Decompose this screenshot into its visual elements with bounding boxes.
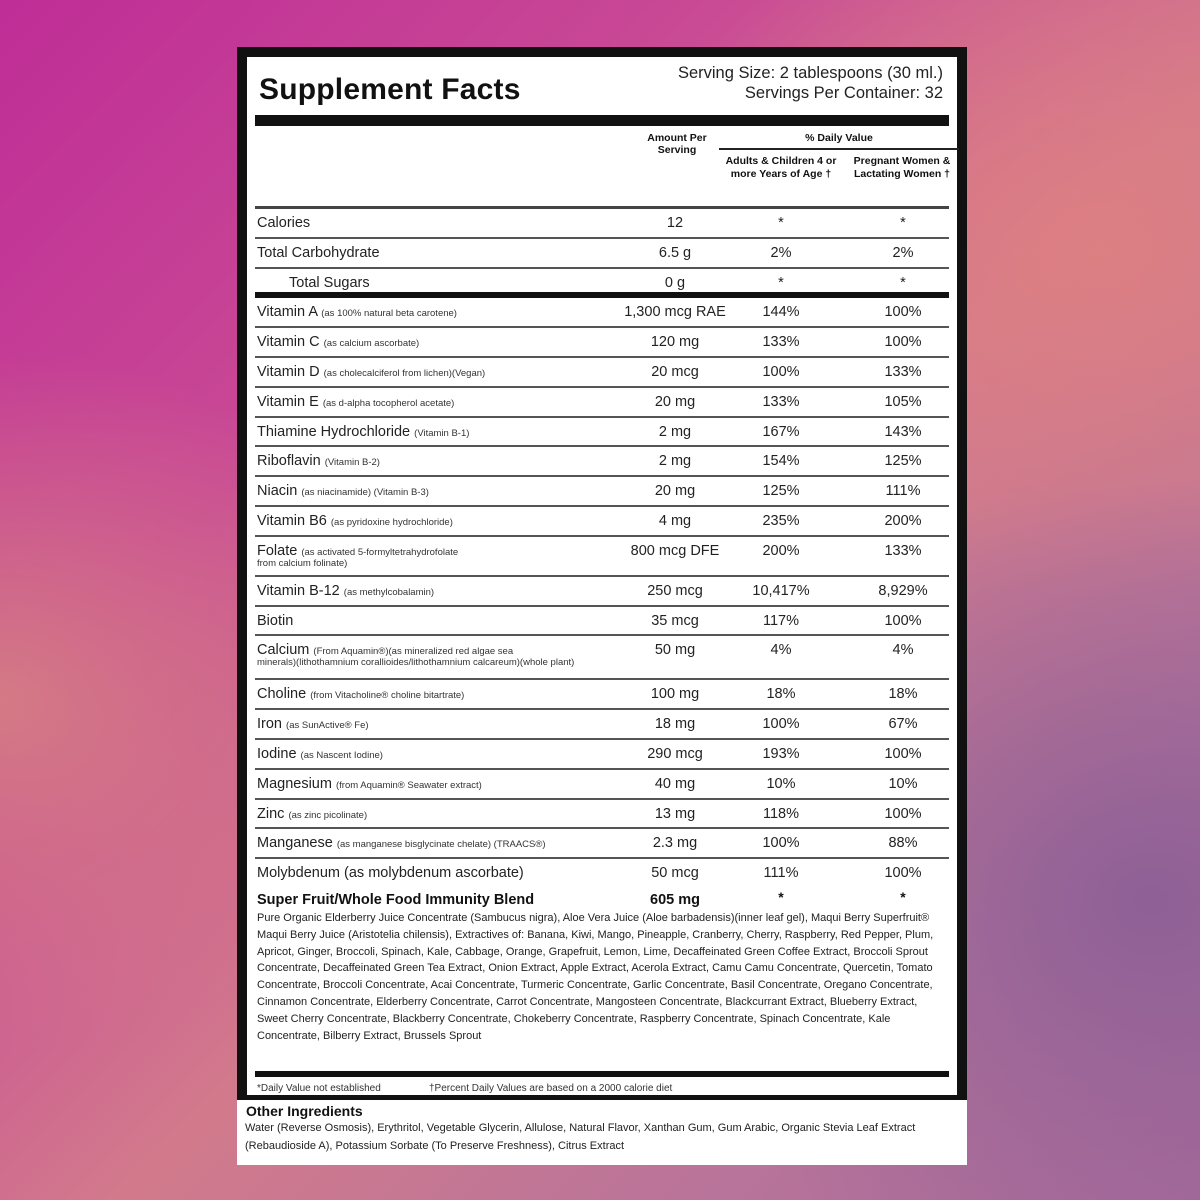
dv-pregnant: 18% xyxy=(888,686,918,703)
nutrient-row xyxy=(255,800,949,830)
nutrient-name xyxy=(257,716,369,732)
pregnant-dv-header: Pregnant Women & Lactating Women † xyxy=(853,155,951,180)
nutrient-detail: (From Aquamin®)(as mineralized red algae sea xyxy=(313,646,514,658)
nutrient-label: Vitamin A xyxy=(257,304,318,321)
nutrient-row xyxy=(255,607,949,637)
dv-pregnant: 100% xyxy=(884,304,922,321)
nutrient-label: Biotin xyxy=(257,612,294,629)
label-title: Supplement Facts xyxy=(259,73,521,106)
nutrient-name xyxy=(257,686,464,702)
serving-size: Serving Size: 2 tablespoons (30 ml.) xyxy=(677,64,943,82)
nutrient-detail: (as 100% natural beta carotene) xyxy=(321,308,457,320)
nutrient-row xyxy=(255,710,949,740)
dv-pregnant: 111% xyxy=(885,483,921,500)
dv-adults: 144% xyxy=(762,304,800,321)
other-ingredients-title: Other Ingredients xyxy=(246,1103,363,1119)
label-header xyxy=(253,57,951,115)
dv-adults: 133% xyxy=(762,334,800,351)
dv-adults: 133% xyxy=(762,393,800,410)
dv-adults: 235% xyxy=(762,512,800,529)
nutrient-amount: 20 mg xyxy=(654,483,696,500)
nutrient-name xyxy=(257,583,434,599)
other-ingredients-text: Water (Reverse Osmosis), Erythritol, Vegetable Glycerin, Allulose, Natural Flavor, Xanthan Gum, Gum Arabic, Organic Stevia Leaf Extract (Rebaudioside A), Potassium Sorbate (To Preserve Freshness), Citrus Extract xyxy=(245,1122,916,1152)
nutrient-label: Molybdenum (as molybdenum ascorbate) xyxy=(257,865,524,882)
column-headers xyxy=(255,126,949,209)
nutrient-row xyxy=(255,770,949,800)
nutrient-label: Calcium xyxy=(257,642,310,659)
nutrient-amount: 120 mg xyxy=(650,334,700,351)
dv-adults: 100% xyxy=(762,835,800,852)
nutrient-amount: 250 mcg xyxy=(647,582,703,599)
adults-dv-header: Adults & Children 4 or more Years of Age † xyxy=(725,155,837,180)
nutrient-row xyxy=(255,447,949,477)
nutrient-name xyxy=(257,642,574,668)
nutrient-label: Vitamin E xyxy=(257,393,319,410)
dv-adults: 117% xyxy=(762,612,799,629)
nutrient-label: Total Carbohydrate xyxy=(257,244,380,261)
nutrient-amount: 6.5 g xyxy=(658,244,692,261)
supplement-facts-label xyxy=(237,47,967,1165)
dv-adults: 125% xyxy=(762,483,800,500)
dv-pregnant: * xyxy=(900,215,906,231)
nutrient-amount: 20 mcg xyxy=(651,363,699,380)
nutrient-amount: 12 xyxy=(666,215,684,231)
nutrient-name xyxy=(257,513,453,529)
nutrient-label: Zinc xyxy=(257,805,285,822)
nutrient-detail: (as Nascent Iodine) xyxy=(300,749,383,761)
nutrient-detail-line2: minerals)(lithothamnium corallioides/lithothamnium calcareum)(whole plant) xyxy=(257,657,575,669)
nutrient-row xyxy=(255,358,949,388)
dv-adults: 111% xyxy=(763,865,799,882)
nutrient-amount: 4 mg xyxy=(658,512,692,529)
nutrient-label: Vitamin D xyxy=(257,363,320,380)
nutrient-row xyxy=(255,740,949,770)
nutrient-name xyxy=(257,543,458,569)
nutrient-detail: (as manganese bisglycinate chelate) (TRAACS®) xyxy=(336,839,546,851)
thick-divider xyxy=(255,115,949,126)
nutrient-detail: (Vitamin B-1) xyxy=(414,427,470,439)
nutrient-row xyxy=(255,298,949,328)
dv-pregnant: 67% xyxy=(888,716,918,733)
dv-pregnant: 88% xyxy=(888,835,918,852)
nutrient-detail: (as SunActive® Fe) xyxy=(286,720,369,732)
nutrient-label: Magnesium xyxy=(257,775,332,792)
nutrient-name xyxy=(257,483,429,499)
nutrient-label: Iron xyxy=(257,716,282,733)
nutrient-name xyxy=(257,746,383,762)
dv-pregnant: 133% xyxy=(884,542,922,559)
blend-dv-pregnant: * xyxy=(900,888,906,905)
dv-adults: 100% xyxy=(762,363,800,380)
nutrient-row xyxy=(255,239,949,269)
nutrient-name xyxy=(257,334,419,350)
nutrient-name xyxy=(257,835,546,851)
nutrient-row xyxy=(255,636,949,680)
dv-pregnant: 143% xyxy=(884,423,922,440)
dv-pregnant: * xyxy=(900,274,906,291)
dv-pregnant: 100% xyxy=(884,612,922,629)
nutrient-detail: (from Vitacholine® choline bitartrate) xyxy=(310,690,465,702)
nutrient-label: Thiamine Hydrochloride xyxy=(257,423,411,440)
dv-adults: 10% xyxy=(766,775,796,792)
dv-adults: 100% xyxy=(762,716,800,733)
dv-pregnant: 10% xyxy=(888,775,918,792)
nutrient-detail: (Vitamin B-2) xyxy=(324,457,380,469)
nutrient-detail-line2: from calcium folinate) xyxy=(257,557,348,569)
nutrient-label: Riboflavin xyxy=(257,453,321,470)
nutrient-label: Vitamin B-12 xyxy=(257,582,340,599)
nutrient-amount: 13 mg xyxy=(654,805,696,822)
nutrient-name xyxy=(257,613,293,629)
nutrient-amount: 2.3 mg xyxy=(652,835,698,852)
dv-pregnant: 8,929% xyxy=(878,582,928,599)
nutrient-row xyxy=(255,577,949,607)
nutrient-amount: 50 mg xyxy=(654,642,696,659)
nutrient-row xyxy=(255,537,949,577)
proprietary-blend xyxy=(255,889,949,1077)
serving-info xyxy=(678,63,943,103)
blend-amount: 605 mg xyxy=(650,891,700,908)
amount-per-serving-header: Amount Per Serving xyxy=(647,132,707,156)
nutrient-detail: (as methylcobalamin) xyxy=(343,586,435,598)
nutrient-amount: 800 mcg DFE xyxy=(630,542,720,559)
nutrient-name xyxy=(257,245,380,261)
nutrient-name xyxy=(257,453,380,469)
nutrient-detail: (as cholecalciferol from lichen)(Vegan) xyxy=(323,367,486,379)
nutrient-row xyxy=(255,388,949,418)
nutrient-name xyxy=(257,776,482,792)
nutrient-amount: 20 mg xyxy=(654,393,696,410)
nutrient-row xyxy=(255,269,949,299)
nutrient-label: Niacin xyxy=(257,483,298,500)
nutrient-name xyxy=(257,304,457,320)
nutrient-detail: (as zinc picolinate) xyxy=(288,809,368,821)
nutrient-detail: (as d-alpha tocopherol acetate) xyxy=(322,397,455,409)
daily-value-header: % Daily Value xyxy=(719,132,959,150)
dv-pregnant: 200% xyxy=(884,512,922,529)
nutrient-name xyxy=(257,865,524,881)
dv-adults: 118% xyxy=(762,805,799,822)
dv-pregnant: 100% xyxy=(884,805,922,822)
nutrient-name xyxy=(289,275,370,291)
dv-adults: 4% xyxy=(770,642,792,659)
footnote-percent-basis: †Percent Daily Values are based on a 2000 calorie diet xyxy=(429,1082,673,1094)
nutrient-label: Vitamin C xyxy=(257,334,320,351)
nutrient-row xyxy=(255,680,949,710)
nutrient-detail: (from Aquamin® Seawater extract) xyxy=(335,779,482,791)
nutrient-amount: 50 mcg xyxy=(651,865,699,882)
nutrient-row xyxy=(255,328,949,358)
dv-pregnant: 133% xyxy=(884,363,922,380)
nutrient-detail: (as calcium ascorbate) xyxy=(323,338,420,350)
nutrient-amount: 100 mg xyxy=(650,686,700,703)
dv-pregnant: 100% xyxy=(884,745,922,762)
nutrient-label: Choline xyxy=(257,686,307,703)
dv-pregnant: 100% xyxy=(884,334,922,351)
nutrient-name xyxy=(257,424,469,440)
nutrient-amount: 18 mg xyxy=(654,716,696,733)
nutrient-detail: (as activated 5-formyltetrahydrofolate xyxy=(301,546,459,558)
dv-pregnant: 100% xyxy=(884,865,922,882)
dv-pregnant: 2% xyxy=(892,244,914,261)
dv-adults: 200% xyxy=(762,542,800,559)
nutrient-name xyxy=(257,215,310,231)
nutrient-amount: 290 mcg xyxy=(647,745,703,762)
blend-name: Super Fruit/Whole Food Immunity Blend xyxy=(257,891,535,908)
nutrient-amount: 40 mg xyxy=(654,775,696,792)
nutrient-rows xyxy=(253,209,951,889)
nutrient-row xyxy=(255,477,949,507)
dv-adults: 193% xyxy=(762,745,800,762)
nutrient-row xyxy=(255,418,949,448)
nutrient-row xyxy=(255,507,949,537)
nutrient-label: Calories xyxy=(257,215,311,231)
nutrient-label: Total Sugars xyxy=(289,274,370,291)
dv-adults: 10,417% xyxy=(752,582,810,599)
dv-adults: 2% xyxy=(770,244,792,261)
nutrient-label: Vitamin B6 xyxy=(257,512,327,529)
dv-pregnant: 105% xyxy=(884,393,922,410)
dv-pregnant: 4% xyxy=(892,642,914,659)
dv-adults: 18% xyxy=(766,686,796,703)
nutrient-row xyxy=(255,829,949,859)
nutrient-row xyxy=(255,209,949,239)
nutrient-detail: (as niacinamide) (Vitamin B-3) xyxy=(301,487,429,499)
dv-pregnant: 125% xyxy=(884,453,922,470)
nutrient-label: Folate xyxy=(257,542,298,559)
other-ingredients xyxy=(237,1100,967,1165)
nutrient-label: Iodine xyxy=(257,745,297,762)
nutrient-name xyxy=(257,364,485,380)
nutrient-amount: 2 mg xyxy=(658,423,692,440)
facts-panel xyxy=(247,57,957,1095)
dv-adults: 167% xyxy=(762,423,800,440)
dv-adults: * xyxy=(778,215,784,231)
nutrient-row xyxy=(255,859,949,889)
nutrient-label: Manganese xyxy=(257,835,333,852)
servings-per-container: Servings Per Container: 32 xyxy=(744,84,943,102)
footnote-not-established: *Daily Value not established xyxy=(257,1082,381,1094)
nutrient-amount: 2 mg xyxy=(658,453,692,470)
nutrient-name xyxy=(257,394,454,410)
blend-ingredients: Pure Organic Elderberry Juice Concentrate (Sambucus nigra), Aloe Vera Juice (Aloe barbadensis)(inner leaf gel), Maqui Berry Superfruit® Maqui Berry Juice (Aristotelia chilensis), Extractives of: Banana, Kiwi, Mango, Pineapple, Cranberry, Cherry, Raspberry, Red Pepper, Plum, Apricot, Ginger, Broccoli, Spinach, Kale, Cabbage, Orange, Grapefruit, Lemon, Lime, Decaffeinated Green Coffee Extract, Broccoli Sprout Concentrate, Decaffeinated Green Tea Extract, Onion Extract, Apple Extract, Acerola Extract, Camu Camu Concentrate, Quercetin, Tomato Concentrate, Broccoli Concentrate, Acai Concentrate, Turmeric Concentrate, Garlic Concentrate, Basil Concentrate, Oregano Concentrate, Cinnamon Concentrate, Elderberry Concentrate, Carrot Concentrate, Mangosteen Concentrate, Blackcurrant Extract, Blueberry Extract, Sweet Cherry Concentrate, Blackberry Concentrate, Chokeberry Concentrate, Raspberry Concentrate, Spinach Concentrate, Kale Concentrate, Bilberry Extract, Brussels Sprout xyxy=(257,911,934,1042)
nutrient-name xyxy=(257,806,367,822)
nutrient-detail: (as pyridoxine hydrochloride) xyxy=(330,516,453,528)
nutrient-amount: 35 mcg xyxy=(651,612,699,629)
dv-adults: * xyxy=(778,274,784,291)
nutrient-amount: 0 g xyxy=(664,274,686,291)
nutrient-amount: 1,300 mcg RAE xyxy=(624,304,726,321)
dv-adults: 154% xyxy=(762,453,800,470)
blend-dv-adults: * xyxy=(778,888,784,905)
